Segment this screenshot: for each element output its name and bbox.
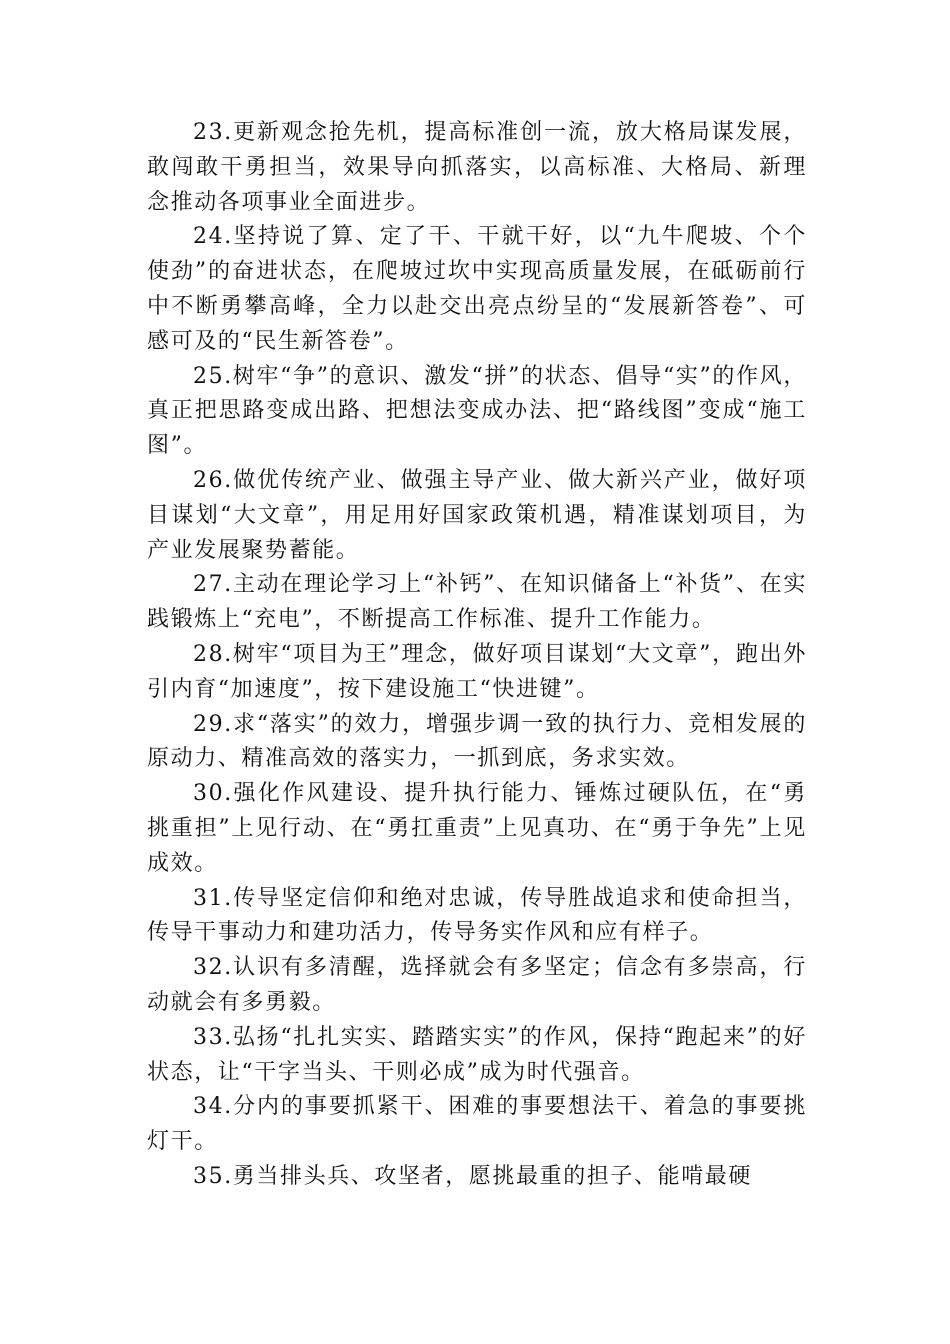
document-body	[147, 116, 807, 1195]
paragraph-28: 28.树牢“项目为王”理念，做好项目谋划“大文章”，跑出外引内育“加速度”，按下建设施工“快进键”。	[147, 641, 807, 702]
paragraph-34: 34.分内的事要抓紧干、困难的事要想法干、着急的事要挑灯干。	[147, 1094, 807, 1155]
paragraph-31: 31.传导坚定信仰和绝对忠诚，传导胜战追求和使命担当，传导干事动力和建功活力，传导务实作风和应有样子。	[147, 885, 807, 946]
paragraph-29: 29.求“落实”的效力，增强步调一致的执行力、竞相发展的原动力、精准高效的落实力，一抓到底，务求实效。	[147, 711, 807, 772]
paragraph-26: 26.做优传统产业、做强主导产业、做大新兴产业，做好项目谋划“大文章”，用足用好国家政策机遇，精准谋划项目，为产业发展聚势蓄能。	[147, 467, 807, 563]
paragraph-33: 33.弘扬“扎扎实实、踏踏实实”的作风，保持“跑起来”的好状态，让“干字当头、干则必成”成为时代强音。	[147, 1024, 807, 1085]
paragraph-30: 30.强化作风建设、提升执行能力、锤炼过硬队伍，在“勇挑重担”上见行动、在“勇扛重责”上见真功、在“勇于争先”上见成效。	[147, 781, 807, 876]
paragraph-23: 23.更新观念抢先机，提高标准创一流，放大格局谋发展，敢闯敢干勇担当，效果导向抓落实，以高标准、大格局、新理念推动各项事业全面进步。	[147, 120, 807, 215]
paragraph-35: 35.勇当排头兵、攻坚者，愿挑最重的担子、能啃最硬	[193, 1163, 752, 1189]
paragraph-32: 32.认识有多清醒，选择就会有多坚定；信念有多崇高，行动就会有多勇毅。	[147, 955, 807, 1015]
paragraph-25: 25.树牢“争”的意识、激发“拼”的状态、倡导“实”的作风，真正把思路变成出路、把想法变成办法、把“路线图”变成“施工图”。	[147, 363, 807, 459]
paragraph-27: 27.主动在理论学习上“补钙”、在知识储备上“补货”、在实践锻炼上“充电”，不断提高工作标准、提升工作能力。	[147, 572, 807, 633]
paragraph-24: 24.坚持说了算、定了干、干就干好，以“九牛爬坡、个个使劲”的奋进状态，在爬坡过坎中实现高质量发展，在砥砺前行中不断勇攀高峰，全力以赴交出亮点纷呈的“发展新答卷”、可感可及的“民生新答卷”。	[147, 224, 807, 354]
